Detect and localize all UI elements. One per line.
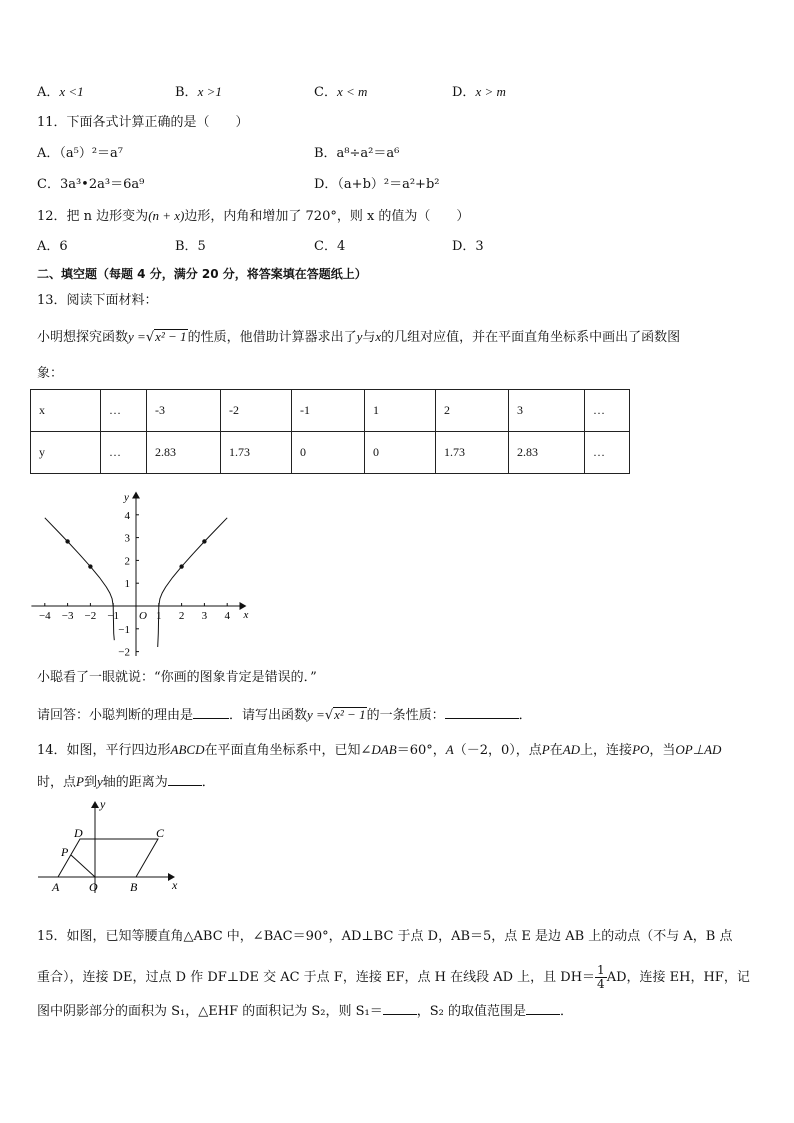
q13-comment: 小聪看了一眼就说：“你画的图象肯定是错误的．” <box>37 670 317 685</box>
table-cell: 1.73 <box>221 432 292 474</box>
graph-curve <box>45 518 113 606</box>
q15-line2: 重合），连接 DE，过点 D 作 DF⊥DE 交 AC 于点 F，连接 EF，点 H 在线段 AD 上，且 DH＝ $\frac{1}{4}$ AD，连接 EH，HF，记 <box>37 963 750 991</box>
q15-line1: 15．如图，已知等腰直角△ABC 中，∠BAC＝90°，AD⊥BC 于点 D，AB＝5，点 E 是边 AB 上的动点（不与 A，B 点 <box>37 929 733 944</box>
y-tick-label: 3 <box>124 532 130 545</box>
q15-line3: 图中阴影部分的面积为 S₁，△EHF 的面积记为 S₂，则 S₁＝ ，S₂ 的取值范围是 ． <box>37 1004 573 1019</box>
answer-blank[interactable] <box>168 773 202 786</box>
x-tick-label: −1 <box>107 610 120 622</box>
data-point <box>65 539 69 543</box>
y-tick-label: 1 <box>124 578 130 591</box>
table-cell: 1.73 <box>436 432 509 474</box>
table-cell: 2 <box>436 390 509 432</box>
label-o: O <box>89 880 98 894</box>
q13-intro: 13．阅读下面材料： <box>37 293 158 308</box>
table-cell: 0 <box>365 432 436 474</box>
q14-line2: 时，点P到y轴的距离为 ． <box>37 774 215 790</box>
q13-paragraph: 小明想探究函数y =√x² − 1的性质，他借助计算器求出了y与x的几组对应值，并在平面直角坐标系中画出了函数图 <box>37 329 681 345</box>
q13-paragraph-cont: 象： <box>37 366 64 381</box>
table-cell: x <box>31 390 101 432</box>
label-x: x <box>172 878 178 892</box>
table-cell: 3 <box>509 390 585 432</box>
q14-line1: 14．如图，平行四边形ABCD在平面直角坐标系中，已知∠DAB＝60°，A（－2，0），点P在AD上，连接PO，当OP⊥AD <box>37 742 722 758</box>
parallelogram-figure <box>36 796 186 896</box>
fraction-one-quarter: $\frac{1}{4}$ <box>597 963 605 991</box>
q11-option-b: B．a⁸÷a²＝a⁶ <box>314 146 400 161</box>
label-a: A <box>52 880 60 894</box>
table-cell: 1 <box>365 390 436 432</box>
label-b: B <box>130 880 138 894</box>
table-cell: 2.83 <box>147 432 221 474</box>
segment-po <box>71 855 95 877</box>
data-point <box>179 564 183 568</box>
table-cell: 0 <box>292 432 365 474</box>
q10-option-a: A．x <1 <box>37 84 84 100</box>
section-heading: 二、填空题（每题 4 分，满分 20 分，将答案填在答题纸上） <box>37 267 367 281</box>
table-row <box>31 432 630 474</box>
label-d: D <box>74 826 83 840</box>
q10-option-d: D．x > m <box>452 84 506 100</box>
table-cell: -1 <box>292 390 365 432</box>
x-tick-label: 4 <box>224 610 230 622</box>
x-axis-label: x <box>243 609 249 621</box>
q11-stem: 11．下面各式计算正确的是（ ） <box>37 115 249 130</box>
x-tick-label: −3 <box>61 610 74 622</box>
y-tick-label: −2 <box>118 646 130 656</box>
table-cell: … <box>585 432 630 474</box>
table-cell: -3 <box>147 390 221 432</box>
y-axis-label: y <box>124 491 129 504</box>
table-cell: … <box>585 390 630 432</box>
data-point <box>88 564 92 568</box>
q12-option-d: D．3 <box>452 239 484 254</box>
graph-curve <box>159 518 227 606</box>
y-tick-label: 2 <box>124 555 130 568</box>
label-p: P <box>61 845 69 859</box>
table-row <box>31 390 630 432</box>
q10-option-c: C．x < m <box>314 84 368 100</box>
x-tick-label: 1 <box>156 610 162 622</box>
table-cell: -2 <box>221 390 292 432</box>
answer-blank[interactable] <box>383 1002 417 1015</box>
x-tick-label: −2 <box>84 610 97 622</box>
y-tick-label: −1 <box>118 623 130 636</box>
y-tick-label: 4 <box>124 509 130 522</box>
parallelogram <box>58 839 158 877</box>
q11-option-d: D．（a+b）²＝a²+b² <box>314 177 440 192</box>
function-graph <box>30 476 270 656</box>
q12-option-c: C．4 <box>314 239 346 254</box>
answer-blank[interactable] <box>526 1002 560 1015</box>
x-tick-label: −4 <box>38 610 51 622</box>
answer-blank[interactable] <box>445 706 519 719</box>
label-y: y <box>100 797 106 811</box>
x-tick-label: 2 <box>178 610 185 622</box>
table-cell: y <box>31 432 101 474</box>
q12-stem: 12．把 n 边形变为(n + x)边形，内角和增加了 720°，则 x 的值为（ ） <box>37 208 470 224</box>
answer-blank[interactable] <box>193 706 229 719</box>
q11-option-a: A．（a⁵）²＝a⁷ <box>37 146 124 161</box>
x-tick-label: 3 <box>201 610 208 622</box>
value-table <box>30 389 630 474</box>
q10-option-b: B．x >1 <box>175 84 222 100</box>
q11-option-c: C．3a³•2a³＝6a⁹ <box>37 177 145 192</box>
q12-option-a: A．6 <box>37 239 68 254</box>
table-cell: 2.83 <box>509 432 585 474</box>
table-cell: … <box>101 432 147 474</box>
q12-option-b: B．5 <box>175 239 206 254</box>
origin-label: O <box>139 610 147 622</box>
q13-question: 请回答：小聪判断的理由是 ．请写出函数y =√x² − 1的一条性质： ． <box>37 707 532 723</box>
label-c: C <box>156 826 165 840</box>
table-cell: … <box>101 390 147 432</box>
data-point <box>202 539 206 543</box>
